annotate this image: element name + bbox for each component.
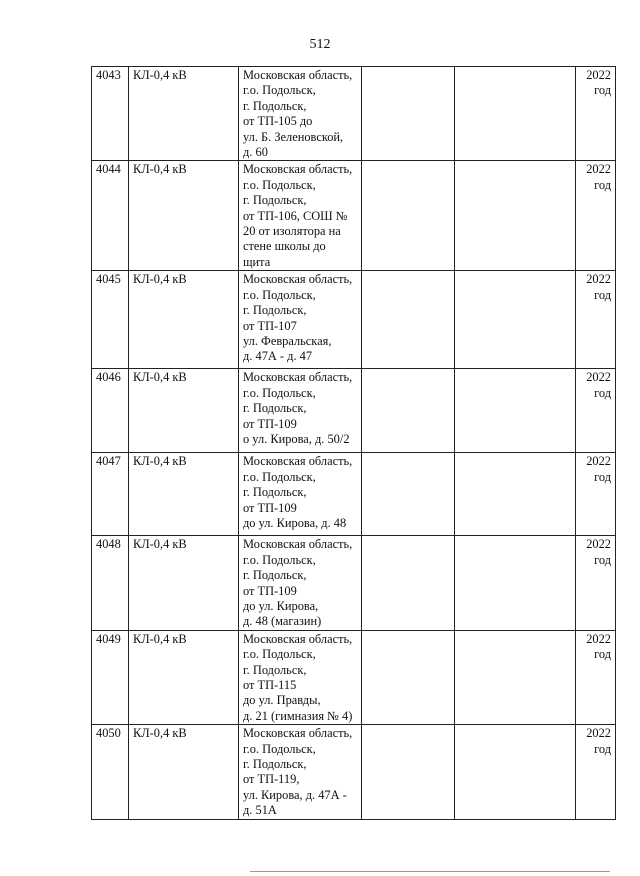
year-unit: год [594,83,611,98]
table-row [92,725,616,819]
address-line: Московская область, [243,272,353,287]
address-line: г.о. Подольск, [243,741,316,756]
table-row [92,369,616,453]
empty-cell [362,630,455,724]
address-line: от ТП-109 [243,416,297,431]
address-line: до ул. Кирова, д. 48 [243,515,347,530]
table-row [92,536,616,630]
year-unit: год [594,741,611,756]
address-line: Московская область, [243,537,353,552]
year-value: 2022 [586,726,611,741]
address-line: г.о. Подольск, [243,83,316,98]
address-cell [239,67,362,161]
year-value: 2022 [586,68,611,82]
address-cell [239,161,362,271]
address-line: от ТП-107 [243,318,297,333]
line-type-cell [129,271,239,369]
address-line: ул. Кирова, д. 47А - [243,787,347,802]
line-type: КЛ-0,4 кВ [133,272,187,287]
address-line: ул. Б. Зеленовской, [243,129,344,144]
address-line: д. 47А - д. 47 [243,349,313,364]
year-value: 2022 [586,631,611,646]
address-line: г. Подольск, [243,756,307,771]
line-type: КЛ-0,4 кВ [133,162,187,177]
year-cell [576,630,616,724]
row-number-cell [92,271,129,369]
row-number: 4047 [96,454,121,469]
row-number-cell [92,369,129,453]
line-type: КЛ-0,4 кВ [133,631,187,646]
empty-cell [362,369,455,453]
year-value: 2022 [586,162,611,177]
address-line: Московская область, [243,162,353,177]
address-line: г. Подольск, [243,568,307,583]
address-line: д. 60 [243,145,268,160]
address-line: д. 51А [243,803,277,818]
address-line: д. 48 (магазин) [243,614,322,629]
year-unit: год [594,385,611,400]
line-type-cell [129,453,239,536]
empty-cell [455,271,576,369]
address-line: от ТП-105 до [243,114,313,129]
address-line: г.о. Подольск, [243,287,316,302]
address-cell [239,725,362,819]
address-line: г.о. Подольск, [243,552,316,567]
year-unit: год [594,177,611,192]
address-line: ул. Февральская, [243,333,332,348]
page-number: 512 [309,37,331,52]
address-line: стене школы до [243,239,326,254]
empty-cell [455,725,576,819]
empty-cell [362,536,455,630]
table-row [92,630,616,724]
table-row [92,67,616,161]
empty-cell [362,725,455,819]
address-cell [239,453,362,536]
line-type: КЛ-0,4 кВ [133,454,187,469]
empty-cell [362,161,455,271]
row-number-cell [92,630,129,724]
line-type: КЛ-0,4 кВ [133,370,187,385]
address-cell [239,271,362,369]
address-line: г.о. Подольск, [243,177,316,192]
row-number-cell [92,161,129,271]
address-line: от ТП-119, [243,772,300,787]
address-line: Московская область, [243,370,353,385]
address-line: г. Подольск, [243,98,307,113]
line-type: КЛ-0,4 кВ [133,726,187,741]
year-cell [576,725,616,819]
line-type-cell [129,369,239,453]
row-number-cell [92,536,129,630]
address-line: г. Подольск, [243,485,307,500]
year-unit: год [594,469,611,484]
address-line: г. Подольск, [243,401,307,416]
address-line: от ТП-109 [243,583,297,598]
line-type: КЛ-0,4 кВ [133,537,187,552]
year-unit: год [594,287,611,302]
year-value: 2022 [586,537,611,552]
row-number-cell [92,67,129,161]
table-row [92,453,616,536]
year-value: 2022 [586,370,611,385]
address-line: г. Подольск, [243,662,307,677]
empty-cell [362,453,455,536]
footer-rule [250,871,610,872]
row-number: 4048 [96,537,121,552]
address-line: г.о. Подольск, [243,647,316,662]
address-line: от ТП-115 [243,677,297,692]
row-number: 4046 [96,370,121,385]
row-number: 4045 [96,272,121,287]
address-line: от ТП-109 [243,500,297,515]
address-line: Московская область, [243,631,353,646]
address-line: 20 от изолятора на [243,224,341,239]
line-type-cell [129,161,239,271]
line-type-cell [129,630,239,724]
address-line: до ул. Правды, [243,693,321,708]
empty-cell [362,67,455,161]
table-row [92,161,616,271]
address-line: Московская область, [243,454,353,469]
year-cell [576,536,616,630]
empty-cell [455,630,576,724]
year-cell [576,271,616,369]
empty-cell [455,369,576,453]
address-cell [239,536,362,630]
row-number-cell [92,453,129,536]
address-line: до ул. Кирова, [243,598,319,613]
address-line: о ул. Кирова, д. 50/2 [243,431,350,446]
line-type: КЛ-0,4 кВ [133,68,187,82]
empty-cell [455,67,576,161]
address-line: г. Подольск, [243,303,307,318]
year-value: 2022 [586,272,611,287]
address-cell [239,630,362,724]
line-type-cell [129,536,239,630]
address-line: Московская область, [243,726,353,741]
row-number: 4049 [96,631,121,646]
row-number: 4050 [96,726,121,741]
row-number-cell [92,725,129,819]
empty-cell [362,271,455,369]
year-value: 2022 [586,454,611,469]
table-row [92,271,616,369]
address-line: д. 21 (гимназия № 4) [243,708,353,723]
address-line: щита [243,254,271,269]
line-type-cell [129,67,239,161]
row-number: 4044 [96,162,121,177]
registry-table [91,66,616,820]
year-unit: год [594,647,611,662]
line-type-cell [129,725,239,819]
address-line: г. Подольск, [243,193,307,208]
address-line: г.о. Подольск, [243,385,316,400]
year-cell [576,161,616,271]
address-line: от ТП-106, СОШ № [243,208,348,223]
year-unit: год [594,552,611,567]
registry-table-body [92,67,616,820]
address-line: г.о. Подольск, [243,469,316,484]
year-cell [576,369,616,453]
row-number: 4043 [96,68,121,82]
empty-cell [455,161,576,271]
year-cell [576,67,616,161]
empty-cell [455,453,576,536]
empty-cell [455,536,576,630]
address-cell [239,369,362,453]
address-line: Московская область, [243,68,353,82]
year-cell [576,453,616,536]
